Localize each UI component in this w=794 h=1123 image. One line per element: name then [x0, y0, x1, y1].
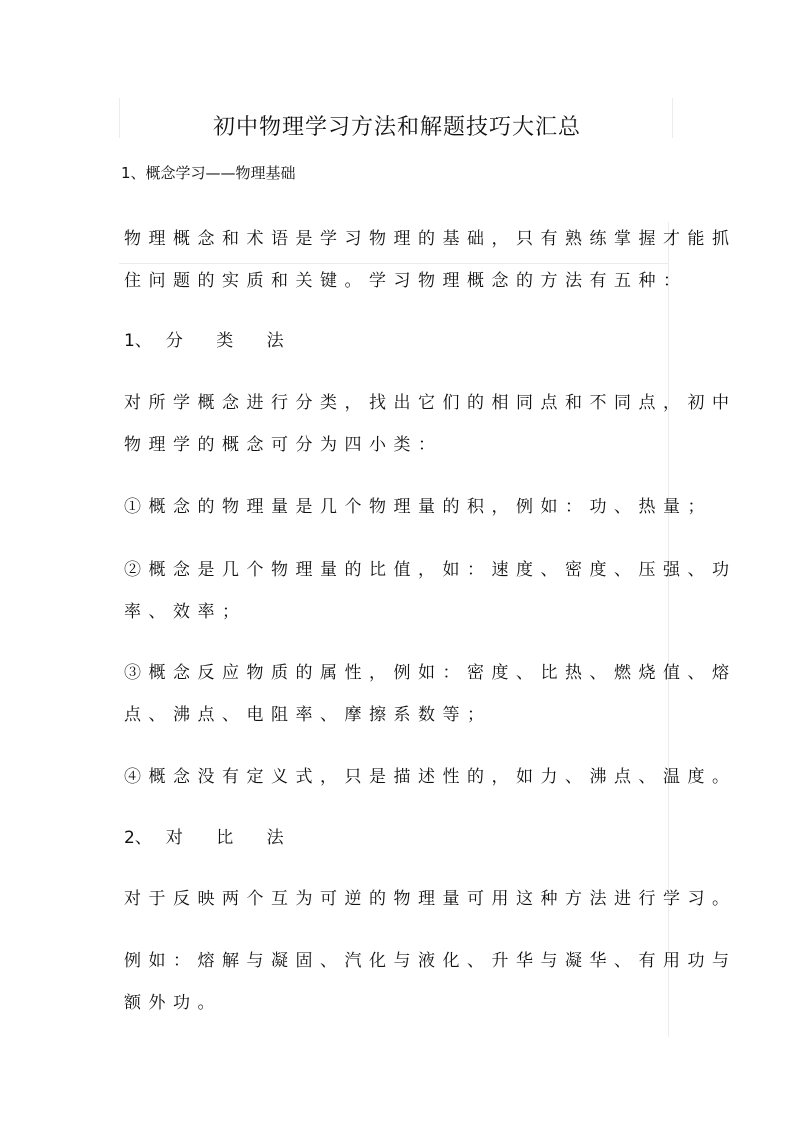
- text-line: 额外功。: [124, 993, 222, 1013]
- example-paragraph: [124, 940, 737, 1024]
- text-line: 物理概念和术语是学习物理的基础，只有熟练掌握才能抓: [124, 229, 737, 249]
- text-line: 率、效率；: [124, 602, 247, 622]
- list-item: [124, 756, 737, 798]
- method2-description: [124, 878, 737, 920]
- method-number: 2: [124, 828, 135, 848]
- text-line: 点、沸点、电阻率、摩擦系数等；: [124, 705, 492, 725]
- method-heading-comparison: [124, 817, 669, 859]
- text-line: 住问题的实质和关键。学习物理概念的方法有五种：: [124, 271, 688, 291]
- text-line: 对所学概念进行分类，找出它们的相同点和不同点，初中: [124, 393, 737, 413]
- intro-paragraph: [124, 218, 737, 302]
- method-heading-classification: [124, 320, 669, 362]
- method-number: 1: [124, 331, 135, 351]
- text-line: ③概念反应物质的属性，例如：密度、比热、燃烧值、熔: [124, 663, 737, 683]
- text-line: 例如：熔解与凝固、汽化与液化、升华与凝华、有用功与: [124, 951, 737, 971]
- page-title: 初中物理学习方法和解题技巧大汇总: [212, 115, 581, 140]
- method-label: 、对 比 法: [134, 828, 298, 848]
- section-heading: 1、概念学习——物理基础: [121, 164, 296, 182]
- text-line: 对于反映两个互为可逆的物理量可用这种方法进行学习。: [124, 889, 737, 909]
- list-item: [124, 652, 737, 736]
- text-line: ②概念是几个物理量的比值，如：速度、密度、压强、功: [124, 560, 737, 580]
- text-line: ④概念没有定义式，只是描述性的，如力、沸点、温度。: [124, 767, 737, 787]
- text-line: ①概念的物理量是几个物理量的积，例如：功、热量；: [124, 497, 712, 517]
- text-line: 物理学的概念可分为四小类：: [124, 435, 443, 455]
- method1-description: [124, 382, 737, 466]
- list-item: [124, 486, 712, 528]
- method-label: 、分 类 法: [134, 331, 298, 351]
- list-item: [124, 549, 737, 633]
